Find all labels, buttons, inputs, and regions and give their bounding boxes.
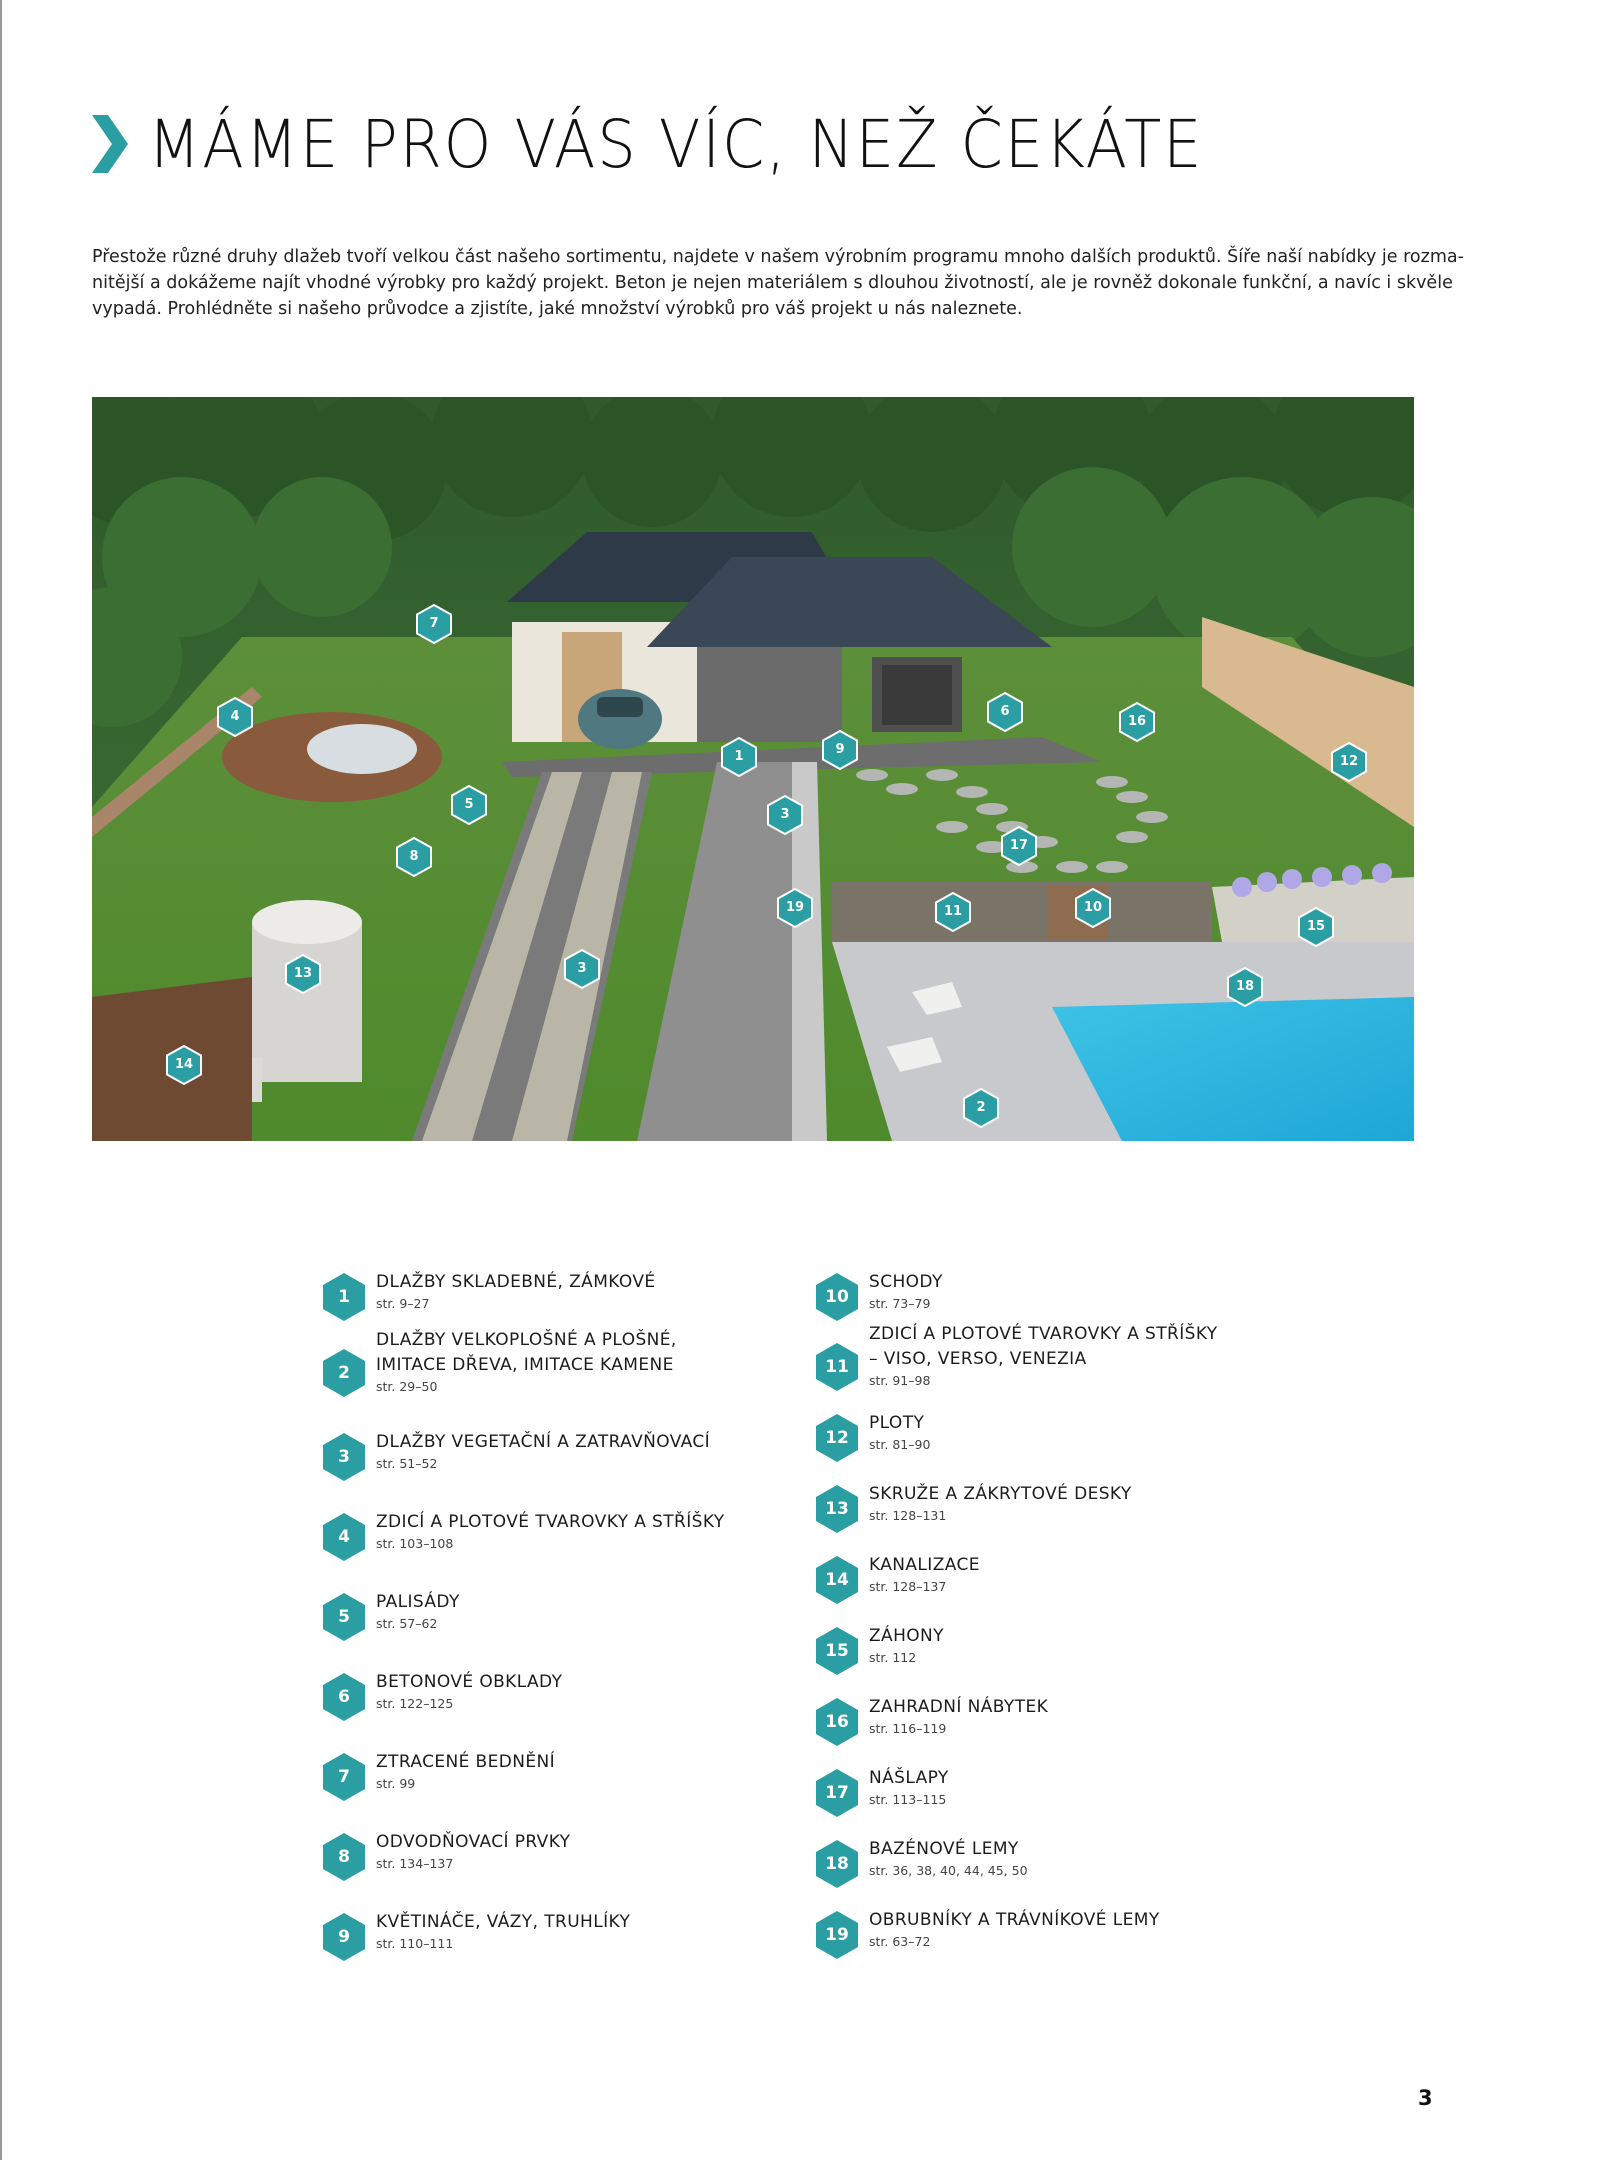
intro-line: nitější a dokážeme najít vhodné výrobky pro každý projekt. Beton je nejen materiálem s dlouhou životností, ale je rovněž dokonale funkční, a navíc i skvěle [92, 273, 1453, 293]
legend-item-name: BAZÉNOVÉ LEMY [869, 1839, 1019, 1859]
scene-marker: 19 [777, 888, 813, 928]
legend-item-pages: str. 91–98 [869, 1373, 931, 1388]
garden-house-illustration [92, 397, 1414, 1141]
legend-item-pages: str. 36, 38, 40, 44, 45, 50 [869, 1863, 1028, 1878]
hexagon-number-icon: 1 [322, 1272, 366, 1322]
legend-item-pages: str. 73–79 [869, 1296, 931, 1311]
scene-marker: 3 [564, 949, 600, 989]
page-number: 3 [1418, 2086, 1433, 2110]
chevron-right-icon [92, 115, 128, 173]
title-block [92, 106, 1295, 182]
scene-marker: 6 [987, 692, 1023, 732]
scene-marker: 18 [1227, 967, 1263, 1007]
scene-marker: 16 [1119, 702, 1155, 742]
legend-item-pages: str. 128–131 [869, 1508, 947, 1523]
hexagon-number-icon: 2 [322, 1348, 366, 1398]
hexagon-number-icon: 17 [815, 1768, 859, 1818]
legend-item-pages: str. 122–125 [376, 1696, 454, 1711]
legend-item-name: – VISO, VERSO, VENEZIA [869, 1349, 1087, 1369]
hexagon-number-icon: 12 [815, 1413, 859, 1463]
legend-item-name: ZDICÍ A PLOTOVÉ TVAROVKY A STŘÍŠKY [869, 1324, 1218, 1344]
legend-item-name: ZTRACENÉ BEDNĚNÍ [376, 1752, 556, 1772]
hexagon-number-icon: 14 [815, 1555, 859, 1605]
legend-item-name: SKRUŽE A ZÁKRYTOVÉ DESKY [869, 1484, 1132, 1504]
page-title: MÁME PRO VÁS VÍC, NEŽ ČEKÁTE [148, 105, 1204, 183]
legend-item-name: ZDICÍ A PLOTOVÉ TVAROVKY A STŘÍŠKY [376, 1512, 725, 1532]
scene-marker: 5 [451, 785, 487, 825]
hexagon-number-icon: 18 [815, 1839, 859, 1889]
legend-item-name: ZAHRADNÍ NÁBYTEK [869, 1697, 1049, 1717]
scene-marker: 13 [285, 954, 321, 994]
legend-item-name: ZÁHONY [869, 1626, 944, 1646]
legend-item-pages: str. 112 [869, 1650, 917, 1665]
legend-item-pages: str. 99 [376, 1776, 416, 1791]
intro-line: vypadá. Prohlédněte si našeho průvodce a zjistíte, jaké množství výrobků pro váš projekt u nás naleznete. [92, 299, 1023, 319]
legend-item-pages: str. 103–108 [376, 1536, 454, 1551]
legend-item-pages: str. 29–50 [376, 1379, 438, 1394]
hexagon-number-icon: 8 [322, 1832, 366, 1882]
scene-marker: 8 [396, 837, 432, 877]
legend-item-pages: str. 51–52 [376, 1456, 438, 1471]
legend-item-pages: str. 128–137 [869, 1579, 947, 1594]
legend-item-name: DLAŽBY SKLADEBNÉ, ZÁMKOVÉ [376, 1272, 656, 1292]
hexagon-number-icon: 19 [815, 1910, 859, 1960]
legend-item-pages: str. 113–115 [869, 1792, 947, 1807]
page-edge-rule [0, 0, 2, 2160]
legend-item-pages: str. 134–137 [376, 1856, 454, 1871]
hexagon-number-icon: 3 [322, 1432, 366, 1482]
hexagon-number-icon: 13 [815, 1484, 859, 1534]
hexagon-number-icon: 10 [815, 1272, 859, 1322]
scene-marker: 12 [1331, 742, 1367, 782]
legend-item-pages: str. 116–119 [869, 1721, 947, 1736]
legend-item-pages: str. 81–90 [869, 1437, 931, 1452]
legend-item-pages: str. 57–62 [376, 1616, 438, 1631]
legend-item-name: DLAŽBY VELKOPLOŠNÉ A PLOŠNÉ, [376, 1330, 677, 1350]
hexagon-number-icon: 5 [322, 1592, 366, 1642]
legend-item-pages: str. 63–72 [869, 1934, 931, 1949]
scene-marker: 11 [935, 892, 971, 932]
legend-item-name: NÁŠLAPY [869, 1768, 949, 1788]
legend-item-name: BETONOVÉ OBKLADY [376, 1672, 563, 1692]
legend-item-name: KVĚTINÁČE, VÁZY, TRUHLÍKY [376, 1912, 631, 1932]
legend-item-name: IMITACE DŘEVA, IMITACE KAMENE [376, 1355, 674, 1375]
scene-marker: 9 [822, 730, 858, 770]
scene-marker: 17 [1001, 826, 1037, 866]
scene-marker: 15 [1298, 907, 1334, 947]
intro-line: Přestože různé druhy dlažeb tvoří velkou část našeho sortimentu, najdete v našem výrobním programu mnoho dalších produktů. Šíře naší nabídky je rozma- [92, 247, 1464, 267]
intro-paragraph [92, 244, 1464, 322]
legend-item-pages: str. 110–111 [376, 1936, 454, 1951]
legend-item-name: OBRUBNÍKY A TRÁVNÍKOVÉ LEMY [869, 1910, 1160, 1930]
legend-item-name: PALISÁDY [376, 1592, 460, 1612]
hexagon-number-icon: 16 [815, 1697, 859, 1747]
legend-item-name: SCHODY [869, 1272, 943, 1292]
scene-marker: 4 [217, 697, 253, 737]
scene-marker: 10 [1075, 888, 1111, 928]
hexagon-number-icon: 4 [322, 1512, 366, 1562]
scene-marker: 3 [767, 795, 803, 835]
scene-marker: 2 [963, 1088, 999, 1128]
legend-item-name: DLAŽBY VEGETAČNÍ A ZATRAVŇOVACÍ [376, 1432, 711, 1452]
legend-item-name: PLOTY [869, 1413, 925, 1433]
scene-marker: 7 [416, 604, 452, 644]
hexagon-number-icon: 6 [322, 1672, 366, 1722]
legend-item-name: ODVODŇOVACÍ PRVKY [376, 1832, 571, 1852]
hexagon-number-icon: 7 [322, 1752, 366, 1802]
scene-marker: 1 [721, 737, 757, 777]
hexagon-number-icon: 15 [815, 1626, 859, 1676]
legend-item-pages: str. 9–27 [376, 1296, 430, 1311]
hexagon-number-icon: 9 [322, 1912, 366, 1962]
hexagon-number-icon: 11 [815, 1342, 859, 1392]
legend-item-name: KANALIZACE [869, 1555, 980, 1575]
scene-marker: 14 [166, 1045, 202, 1085]
